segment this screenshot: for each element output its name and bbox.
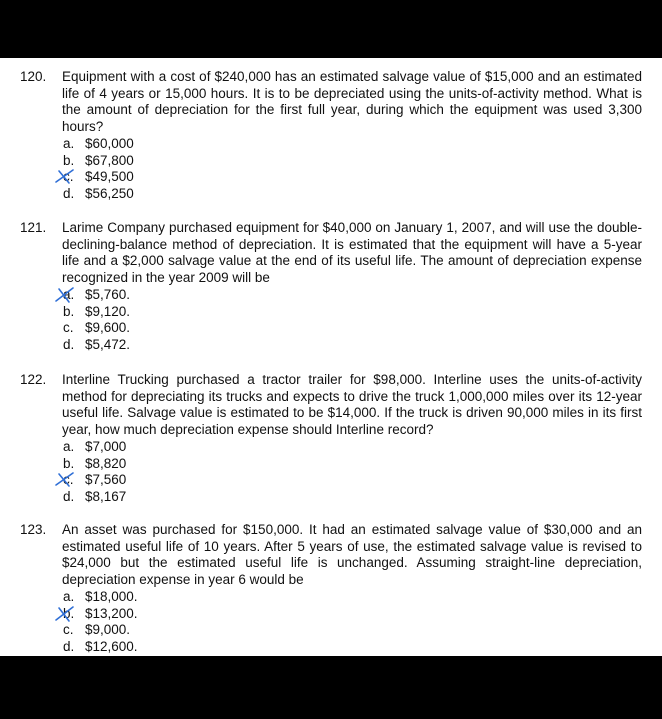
question-text: Larime Company purchased equipment for $40,000 on January 1, 2007, and will use the double-declining-balance method of depreciation. It is estimated that the equipment will have a 5-year life and a $2,000 salvage value at the end of its useful life. The amount of depreciation expense recognized in the year 2009 will be [62, 220, 642, 286]
option-text: $5,472. [85, 337, 131, 353]
option-text: $56,250 [85, 186, 134, 202]
option-text: $9,120. [85, 303, 131, 319]
option-a [62, 589, 138, 606]
option-letter: b. [63, 605, 75, 621]
options-list [62, 589, 138, 656]
document-page [0, 58, 662, 656]
option-letter: c. [63, 472, 74, 488]
option-text: $9,600. [85, 320, 131, 336]
option-letter: c. [63, 622, 74, 638]
option-a [62, 136, 134, 153]
option-text: $67,800 [85, 152, 134, 168]
option-b [62, 304, 130, 321]
option-d [62, 639, 138, 656]
option-text: $12,600. [85, 639, 138, 655]
option-c [62, 622, 138, 639]
option-letter: b. [63, 303, 75, 319]
option-d [62, 186, 134, 203]
option-text: $49,500 [85, 169, 134, 185]
question-number: 123. [20, 522, 47, 537]
question-number: 120. [20, 69, 47, 84]
option-letter: a. [63, 136, 75, 151]
options-list [62, 136, 134, 203]
question-text: Interline Trucking purchased a tractor trailer for $98,000. Interline uses the units-of-activity method for depreciating its trucks and expects to drive the truck 1,000,000 miles over its 12-year useful life. Salvage value is estimated to be $14,000. If the truck is driven 90,000 miles in its first year, how much depreciation expense should Interline record? [62, 372, 642, 438]
answer-check-mark-icon [52, 471, 78, 489]
option-c [62, 169, 134, 186]
option-letter: a. [63, 589, 75, 604]
options-list [62, 287, 130, 354]
options-list [62, 439, 126, 506]
question-number: 121. [20, 220, 47, 235]
answer-check-mark-icon [52, 605, 78, 623]
option-b [62, 606, 138, 623]
option-letter: c. [63, 169, 74, 185]
option-d [62, 489, 126, 506]
option-text: $7,560 [85, 472, 127, 488]
option-letter: d. [63, 489, 75, 505]
option-letter: a. [63, 439, 75, 454]
option-letter: d. [63, 337, 75, 353]
question-text: Equipment with a cost of $240,000 has an estimated salvage value of $15,000 and an estimated life of 4 years or 15,000 hours. It is to be depreciated using the units-of-activity method. What is the amount of depreciation for the first full year, during which the equipment was used 3,300 hours? [62, 69, 642, 135]
option-c [62, 320, 130, 337]
option-text: $7,000 [85, 439, 127, 454]
option-c [62, 472, 126, 489]
option-text: $13,200. [85, 605, 138, 621]
answer-check-mark-icon [52, 168, 78, 186]
option-letter: b. [63, 152, 75, 168]
option-letter: a. [63, 287, 75, 302]
option-letter: d. [63, 186, 75, 202]
option-a [62, 439, 126, 456]
option-a [62, 287, 130, 304]
option-letter: c. [63, 320, 74, 336]
option-letter: b. [63, 455, 75, 471]
option-text: $5,760. [85, 287, 131, 302]
option-text: $18,000. [85, 589, 138, 604]
option-d [62, 337, 130, 354]
option-text: $8,820 [85, 455, 127, 471]
option-letter: d. [63, 639, 75, 655]
option-b [62, 456, 126, 473]
answer-check-mark-icon [52, 286, 78, 304]
option-text: $60,000 [85, 136, 134, 151]
question-text: An asset was purchased for $150,000. It had an estimated salvage value of $30,000 and an estimated useful life of 10 years. After 5 years of use, the estimated salvage value is revised to $24,000 but the estimated useful life is unchanged. Assuming straight-line depreciation, depreciation expense in year 6 would be [62, 522, 642, 588]
option-text: $8,167 [85, 489, 127, 505]
option-b [62, 153, 134, 170]
option-text: $9,000. [85, 622, 131, 638]
question-number: 122. [20, 372, 47, 387]
